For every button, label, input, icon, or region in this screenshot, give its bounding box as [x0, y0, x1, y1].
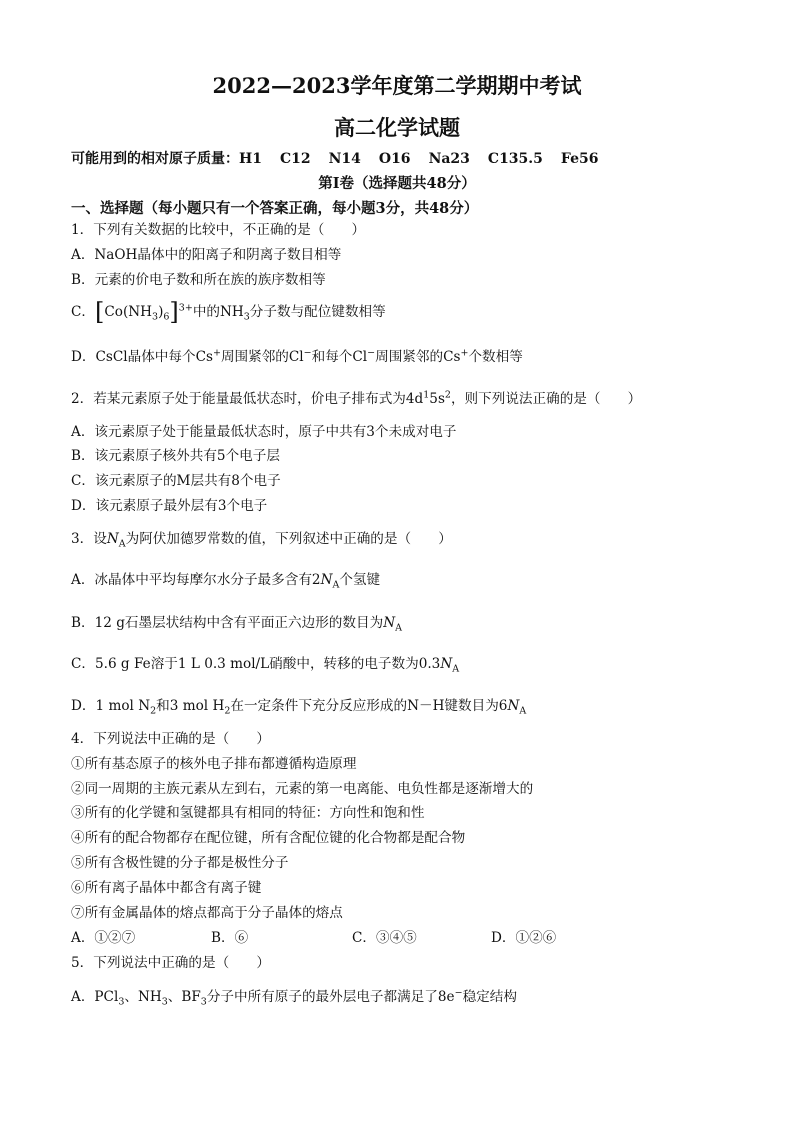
q1-stem: 1．下列有关数据的比较中，不正确的是（ ） — [71, 222, 366, 238]
t: A．冰晶体中平均每摩尔水分子最多含有2 — [71, 572, 321, 588]
sub: 3 — [152, 311, 159, 323]
q4-item-4: ④所有的配合物都存在配位键，所有含配位键的化合物都是配合物 — [71, 830, 466, 846]
q3-option-d — [71, 697, 526, 715]
q1-c-end: 分子数与配位键数相等 — [249, 304, 386, 320]
avogadro-symbol: N — [507, 698, 520, 714]
sub: A — [118, 538, 126, 550]
sup: − — [303, 347, 312, 359]
t: 5s — [429, 391, 445, 407]
t: 3．设 — [71, 531, 107, 547]
section-heading: 第Ⅰ卷（选择题共48分） — [318, 175, 476, 192]
t: 、BF — [167, 989, 201, 1005]
sub: A — [395, 622, 402, 634]
mass-cl: C135.5 — [487, 151, 543, 167]
complex-ion-formula: $[Co(NH_3)_6]^{3+}$ — [95, 298, 193, 326]
exam-title: 2022—2023学年度第二学期期中考试 — [212, 73, 582, 98]
sub: 3 — [243, 311, 250, 323]
q2-option-b: B．该元素原子核外共有5个电子层 — [71, 448, 280, 464]
sub: A — [519, 705, 527, 717]
t: 个数相等 — [468, 349, 523, 365]
avogadro-symbol: N — [440, 656, 453, 672]
avogadro-symbol: N — [320, 572, 333, 588]
q4-item-7: ⑦所有金属晶体的熔点都高于分子晶体的熔点 — [71, 905, 343, 921]
t: ，则下列说法正确的是（ ） — [450, 391, 642, 407]
t: B．12 g石墨层状结构中含有平面正六边形的数目为 — [71, 615, 384, 631]
sub: A — [332, 579, 340, 591]
t: 个氢键 — [339, 572, 381, 588]
q1-option-b: B．元素的价电子数和所在族的族序数相等 — [71, 272, 326, 288]
q3-stem — [71, 530, 452, 548]
sub: 6 — [163, 311, 170, 323]
atomic-masses-line — [71, 148, 598, 168]
mass-n: N14 — [328, 151, 361, 167]
avogadro-symbol: N — [106, 531, 119, 547]
q4-item-3: ③所有的化学键和氢键都具有相同的特征：方向性和饱和性 — [71, 805, 425, 821]
q3-option-a — [71, 571, 380, 589]
q1-option-c — [71, 298, 386, 326]
mass-na: Na23 — [428, 151, 470, 167]
sup: + — [460, 347, 469, 359]
part-heading: 一、选择题（每小题只有一个答案正确，每小题3分，共48分） — [71, 200, 479, 217]
q5-stem: 5．下列说法中正确的是（ ） — [71, 955, 270, 971]
q4-choice-b: B．⑥ — [211, 930, 249, 946]
q4-item-5: ⑤所有含极性键的分子都是极性分子 — [71, 855, 289, 871]
sup: + — [212, 347, 221, 359]
q4-item-6: ⑥所有离子晶体中都含有离子键 — [71, 880, 262, 896]
t: C．5.6 g Fe溶于1 L 0.3 mol/L硝酸中，转移的电子数为0.3 — [71, 656, 441, 672]
sub: 3 — [161, 996, 168, 1008]
q2-stem — [71, 390, 641, 408]
t: 、NH — [124, 989, 162, 1005]
sub: 3 — [200, 996, 207, 1008]
q4-item-2: ②同一周期的主族元素从左到右，元素的第一电离能、电负性都是逐渐增大的 — [71, 781, 534, 797]
sup: 1 — [423, 389, 430, 401]
mass-o: O16 — [378, 151, 411, 167]
t: 分子中所有原子的最外层电子都满足了8e — [206, 989, 455, 1005]
t: A．PCl — [71, 989, 119, 1005]
q3-option-c — [71, 655, 459, 673]
exam-subtitle: 高二化学试题 — [334, 115, 460, 140]
q1-option-a: A．NaOH晶体中的阳离子和阴离子数目相等 — [71, 247, 342, 263]
q1-option-d — [71, 348, 523, 366]
sub: 2 — [224, 705, 231, 717]
q1-c-prefix: C． — [71, 304, 95, 320]
sub: A — [452, 663, 460, 675]
q1-c-mid: 中的NH — [192, 304, 244, 320]
t: 在一定条件下充分反应形成的N－H键数目为6 — [230, 698, 508, 714]
t: 周围紧邻的Cl — [220, 349, 304, 365]
mass-fe: Fe56 — [560, 151, 599, 167]
q4-stem: 4．下列说法中正确的是（ ） — [71, 731, 270, 747]
atomic-masses-label: 可能用到的相对原子质量： — [71, 151, 239, 167]
q4-item-1: ①所有基态原子的核外电子排布都遵循构造原理 — [71, 756, 357, 772]
avogadro-symbol: N — [383, 615, 396, 631]
t: 稳定结构 — [462, 989, 517, 1005]
q4-choice-c: C．③④⑤ — [352, 930, 417, 946]
q4-choice-a: A．①②⑦ — [71, 930, 136, 946]
sup: − — [454, 987, 463, 999]
sub: 2 — [150, 705, 157, 717]
q5-option-a — [71, 988, 517, 1006]
t: 周围紧邻的Cs — [375, 349, 461, 365]
q2-option-a: A．该元素原子处于能量最低状态时，原子中共有3个未成对电子 — [71, 424, 457, 440]
complex-text: Co(NH — [104, 304, 153, 320]
q3-option-b — [71, 614, 402, 632]
t: D．1 mol N — [71, 698, 151, 714]
sup: 2 — [444, 389, 451, 401]
t: 和3 mol H — [156, 698, 225, 714]
q4-choice-d: D．①②⑥ — [491, 930, 557, 946]
q2-option-d: D．该元素原子最外层有3个电子 — [71, 498, 268, 514]
t: D．CsCl晶体中每个Cs — [71, 349, 213, 365]
charge: 3+ — [178, 302, 193, 314]
q2-option-c: C．该元素原子的M层共有8个电子 — [71, 473, 281, 489]
mass-c: C12 — [279, 151, 311, 167]
sup: − — [367, 347, 376, 359]
t: 2．若某元素原子处于能量最低状态时，价电子排布式为4d — [71, 391, 424, 407]
sub: 3 — [118, 996, 125, 1008]
t: 为阿伏加德罗常数的值，下列叙述中正确的是（ ） — [125, 531, 452, 547]
t: 和每个Cl — [311, 349, 368, 365]
complex-close: ) — [158, 304, 164, 320]
mass-h: H1 — [239, 151, 262, 167]
